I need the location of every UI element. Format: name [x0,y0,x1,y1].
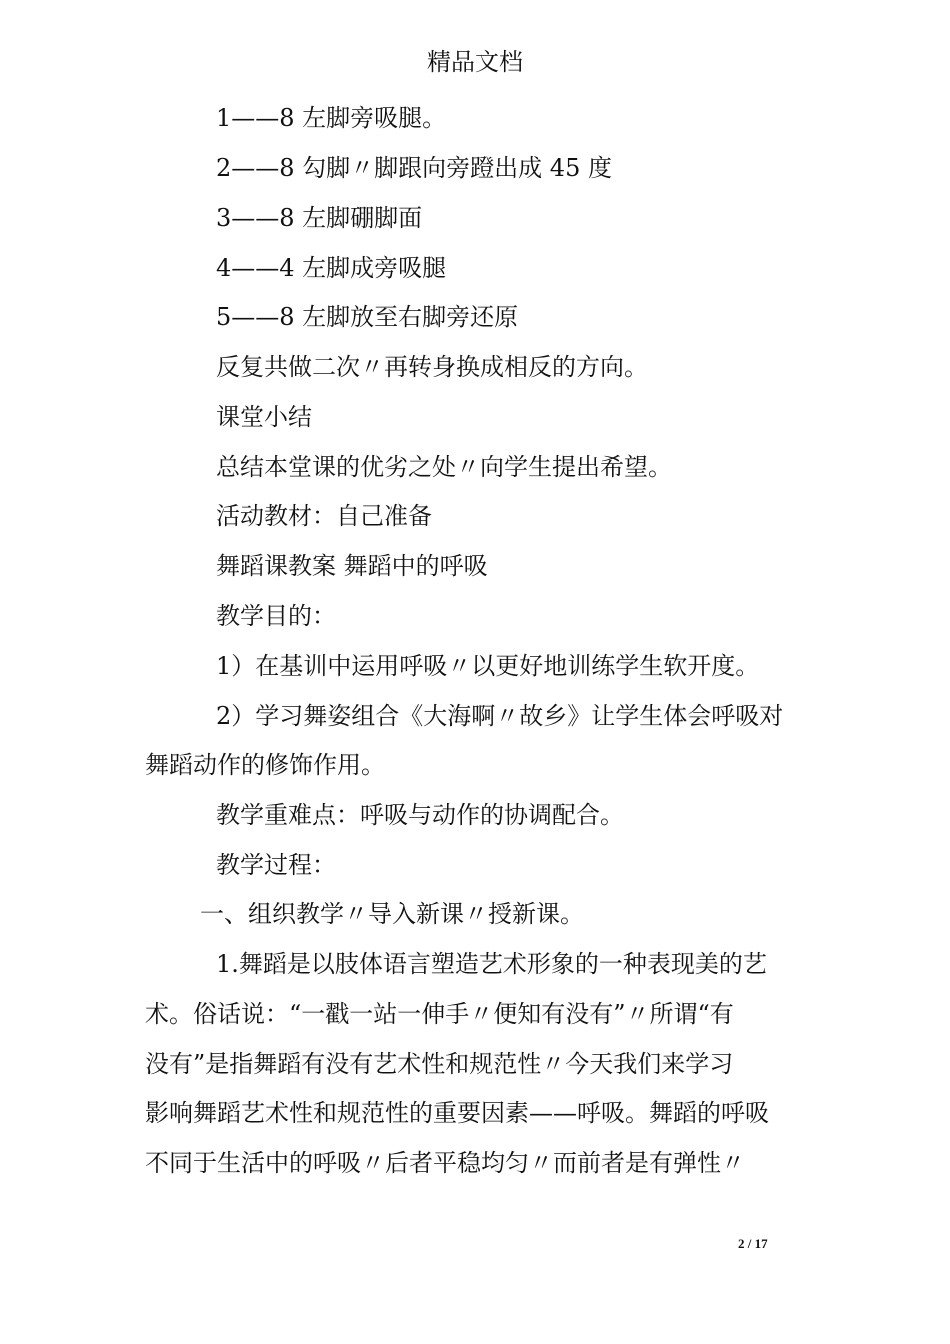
text-line: 3——8 左脚硼脚面 [216,204,423,232]
text-line: 2——8 勾脚〃脚跟向旁蹬出成 45 度 [216,154,612,182]
text-line: 影响舞蹈艺术性和规范性的重要因素——呼吸。舞蹈的呼吸 [145,1099,769,1127]
text-line: 舞蹈动作的修饰作用。 [145,751,385,779]
text-line: 1——8 左脚旁吸腿。 [216,104,447,132]
lesson-title: 舞蹈课教案 舞蹈中的呼吸 [216,552,488,580]
text-line: 反复共做二次〃再转身换成相反的方向。 [216,353,648,381]
section-heading: 教学过程： [216,851,336,879]
page-header-title: 精品文档 [427,48,523,76]
text-line: 活动教材：自己准备 [216,502,432,530]
text-line: 1.舞蹈是以肢体语言塑造艺术形象的一种表现美的艺 [216,950,767,978]
section-heading: 教学目的： [216,602,336,630]
page-number: 2 / 17 [738,1236,768,1251]
section-heading: 课堂小结 [216,403,312,431]
text-line: 不同于生活中的呼吸〃后者平稳均匀〃而前者是有弹性〃 [145,1149,745,1177]
text-line: 4——4 左脚成旁吸腿 [216,254,447,282]
text-line: 教学重难点：呼吸与动作的协调配合。 [216,801,624,829]
text-line: 2）学习舞姿组合《大海啊〃故乡》让学生体会呼吸对 [216,702,784,730]
text-line: 术。俗话说：“一戳一站一伸手〃便知有没有”〃所谓“有 [145,1000,734,1028]
text-line: 没有”是指舞蹈有没有艺术性和规范性〃今天我们来学习 [145,1050,734,1078]
text-line: 1）在基训中运用呼吸〃以更好地训练学生软开度。 [216,652,760,680]
text-line: 总结本堂课的优劣之处〃向学生提出希望。 [216,453,672,481]
text-line: 5——8 左脚放至右脚旁还原 [216,303,519,331]
text-line: 一、组织教学〃导入新课〃授新课。 [200,900,584,928]
